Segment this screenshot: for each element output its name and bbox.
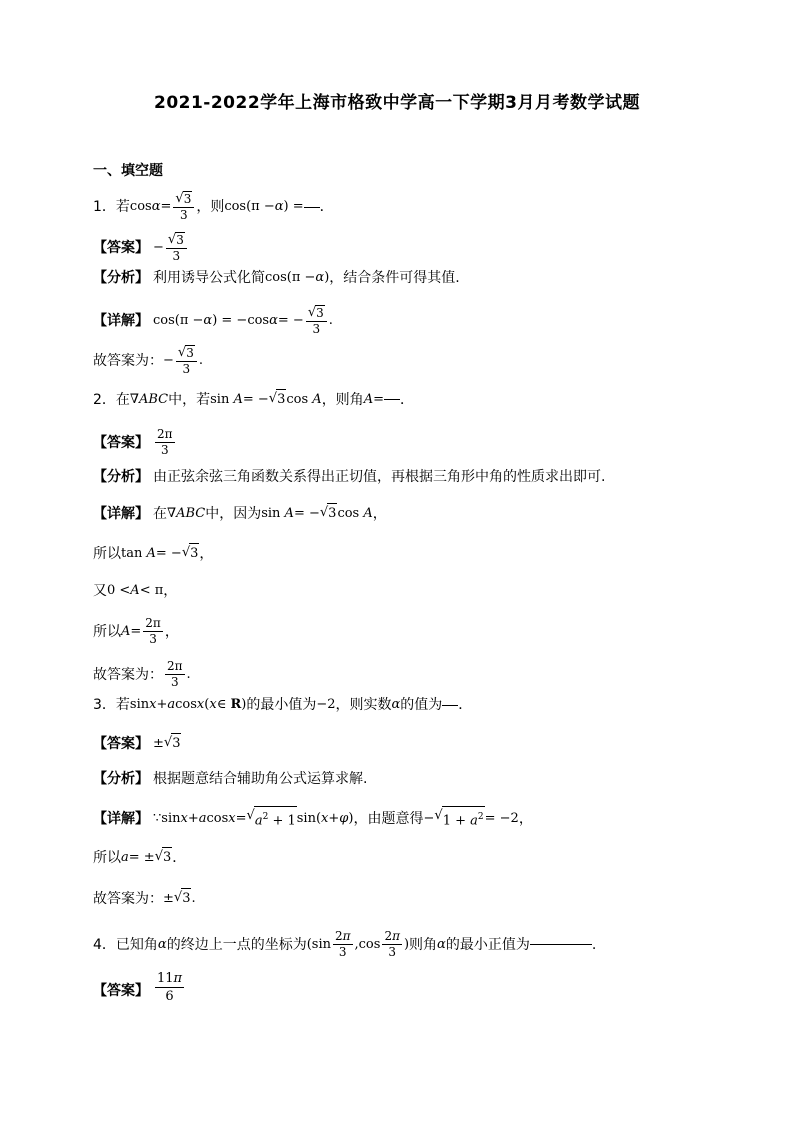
fraction: √ 3 3: [173, 191, 194, 223]
q2-step-1: 所以 tan A = − √ 3 ，: [93, 543, 213, 564]
fraction: $\frac{2\pi}{3}$: [334, 929, 351, 959]
answer-blank: [304, 207, 320, 208]
page-title: 2021-2022学年上海市格致中学高一下学期3月月考数学试题: [153, 93, 640, 113]
q1-analysis: 【分析】 利用诱导公式化简 cos(π − α ) ，结合条件可得其值.: [93, 270, 460, 286]
question-3: 3． 若 sin x + a cos x ( x ∈ R) 的最小值为 −2 ，则实数 α 的值为 ．: [93, 697, 473, 713]
q2-step-2: 又 0 < A < π ，: [93, 583, 178, 599]
q2-analysis: 【分析】 由正弦余弦三角函数关系得出正切值，再根据三角形中角的性质求出即可.: [93, 469, 606, 485]
fraction: $\frac{11\pi}{6}$: [157, 971, 183, 1004]
fraction: $\frac{2\pi}{3}$: [145, 616, 161, 646]
question-1: 1． 若 cos α = √ 3 3 ，则 cos(π − α ) = ．: [93, 191, 334, 222]
fraction: √ 3 3: [176, 345, 197, 377]
q3-step-1: 所以 a = ± √ 3 ．: [93, 847, 186, 868]
q3-analysis: 【分析】 根据题意结合辅助角公式运算求解.: [93, 771, 368, 787]
q3-final: 故答案为： ± √ 3 .: [93, 888, 196, 909]
answer-blank: [530, 944, 592, 945]
q1-answer: 【答案】 − √ 3 3: [93, 232, 189, 264]
q2-step-3: 所以 A = $\frac{2\pi}{3}$ ，: [93, 616, 179, 646]
q3-detail: 【详解】 ∵sin x + a cos x = √ $a^2 + 1$ sin( x + φ ) ，由题意得 − √ $1 + a^2$ = −2 ，: [93, 806, 533, 831]
question-2: 2． 在 ∇ ABC 中，若 sin A = − √ 3 cos A ，则角 A = ．: [93, 389, 414, 410]
q2-answer: 【答案】 $\frac{2\pi}{3}$: [93, 427, 173, 457]
q4-answer: 【答案】 $\frac{11\pi}{6}$: [93, 971, 183, 1004]
fraction: $\frac{2\pi}{3}$: [157, 427, 173, 457]
fraction: $\frac{2\pi}{3}$: [384, 929, 400, 959]
q2-detail: 【详解】 在 ∇ ABC 中，因为 sin A = − √ 3 cos A ，: [93, 503, 387, 524]
q3-answer: 【答案】 ± √ 3: [93, 733, 181, 754]
answer-blank: [384, 399, 400, 400]
fraction: √ 3 3: [166, 232, 187, 264]
q1-final: 故答案为： − √ 3 3 .: [93, 345, 203, 376]
question-4: 4． 已知角 α 的终边上一点的坐标为 (sin $\frac{2\pi}{3}$ ,cos $\frac{2\pi}{3}$ ) 则角 α 的最小正值为 .: [93, 929, 597, 959]
section-heading: 一、填空题: [93, 163, 163, 179]
answer-blank: [442, 705, 458, 706]
fraction: $\frac{2\pi}{3}$: [167, 659, 183, 689]
q1-detail: 【详解】 cos(π − α ) = −cos α = − √ 3 3 .: [93, 305, 333, 336]
fraction: √ 3 3: [306, 305, 327, 337]
q2-final: 故答案为： $\frac{2\pi}{3}$ .: [93, 659, 191, 689]
